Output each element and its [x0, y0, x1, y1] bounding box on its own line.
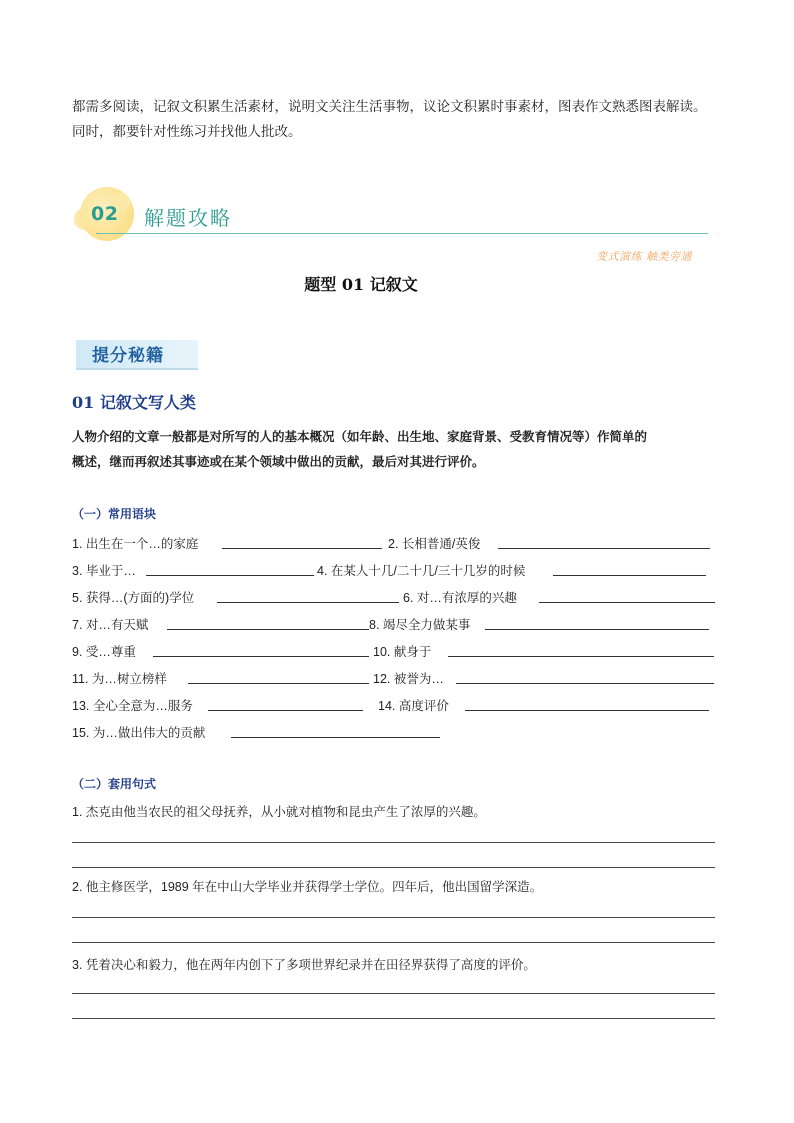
- answer-line[interactable]: [72, 942, 715, 943]
- phrase-item: 9. 受…尊重: [72, 645, 136, 659]
- phrase-item: 14. 高度评价: [378, 699, 449, 713]
- answer-blank[interactable]: [465, 710, 709, 711]
- intro-line-2: 同时，都要针对性练习并找他人批改。: [72, 124, 302, 140]
- answer-blank[interactable]: [448, 656, 714, 657]
- answer-blank[interactable]: [456, 683, 714, 684]
- phrase-item: 8. 竭尽全力做某事: [369, 618, 471, 632]
- answer-line[interactable]: [72, 842, 715, 843]
- answer-blank[interactable]: [553, 575, 706, 576]
- answer-blank[interactable]: [231, 737, 440, 738]
- answer-blank[interactable]: [498, 548, 710, 549]
- answer-blank[interactable]: [485, 629, 709, 630]
- section-tagline: 变式演练 触类旁通: [596, 250, 692, 263]
- answer-line[interactable]: [72, 867, 715, 868]
- sentence-item: 1. 杰克由他当农民的祖父母抚养，从小就对植物和昆虫产生了浓厚的兴趣。: [72, 805, 486, 819]
- answer-blank[interactable]: [188, 683, 369, 684]
- phrase-item: 10. 献身于: [373, 645, 432, 659]
- answer-blank[interactable]: [539, 602, 715, 603]
- topic-title: 题型 01 记叙文: [304, 275, 418, 294]
- phrase-item: 13. 全心全意为…服务: [72, 699, 193, 713]
- phrase-item: 12. 被誉为…: [373, 672, 444, 686]
- answer-blank[interactable]: [208, 710, 363, 711]
- tips-badge-label: 提分秘籍: [92, 346, 164, 366]
- subsection-title: 01 记叙文写人类: [72, 393, 196, 412]
- answer-blank[interactable]: [146, 575, 314, 576]
- answer-blank[interactable]: [153, 656, 369, 657]
- phrase-item: 1. 出生在一个…的家庭: [72, 537, 199, 551]
- sentence-item: 2. 他主修医学，1989 年在中山大学毕业并获得学士学位。四年后，他出国留学深造。: [72, 880, 543, 894]
- answer-line[interactable]: [72, 1018, 715, 1019]
- answer-blank[interactable]: [217, 602, 399, 603]
- subsection-description: [72, 424, 732, 474]
- intro-line-1: 都需多阅读，记叙文积累生活素材，说明文关注生活事物，议论文积累时事素材，图表作文熟悉图表解读。: [72, 99, 707, 115]
- phrase-item: 11. 为…树立榜样: [72, 672, 167, 686]
- answer-blank[interactable]: [222, 548, 382, 549]
- phrase-item: 5. 获得…(方面的)学位: [72, 591, 195, 605]
- sentence-item: 3. 凭着决心和毅力，他在两年内创下了多项世界纪录并在田径界获得了高度的评价。: [72, 958, 536, 972]
- phrase-item: 4. 在某人十几/二十几/三十几岁的时候: [317, 564, 526, 578]
- phrase-item: 7. 对…有天赋: [72, 618, 149, 632]
- phrase-item: 6. 对…有浓厚的兴趣: [403, 591, 517, 605]
- sentences-heading: （二）套用句式: [72, 777, 157, 791]
- section-divider: [96, 233, 708, 234]
- answer-line[interactable]: [72, 993, 715, 994]
- description-line-1: 人物介绍的文章一般都是对所写的人的基本概况（如年龄、出生地、家庭背景、受教育情况等）作简单的: [72, 429, 648, 444]
- phrases-heading: （一）常用语块: [72, 507, 157, 521]
- phrase-item: 3. 毕业于…: [72, 564, 136, 578]
- phrase-item: 15. 为…做出伟大的贡献: [72, 726, 206, 740]
- answer-line[interactable]: [72, 917, 715, 918]
- section-title: 解题攻略: [144, 206, 232, 230]
- section-number: 02: [91, 203, 119, 225]
- description-line-2: 概述，继而再叙述其事迹或在某个领域中做出的贡献，最后对其进行评价。: [72, 454, 485, 469]
- phrase-item: 2. 长相普通/英俊: [388, 537, 481, 551]
- answer-blank[interactable]: [167, 629, 369, 630]
- intro-text: [72, 95, 732, 145]
